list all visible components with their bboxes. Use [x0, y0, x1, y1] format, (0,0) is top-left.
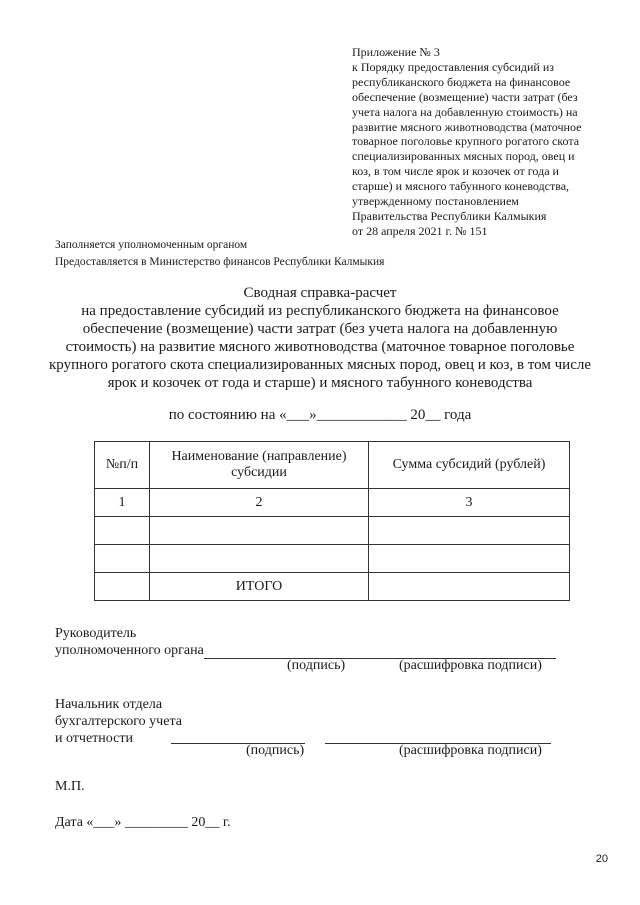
title-line: ярок и козочек от года и старше) и мясного табунного коневодства [107, 375, 533, 391]
total-amount-cell[interactable] [369, 573, 570, 601]
column-number-cell: 1 [95, 489, 150, 517]
appendix-line: республиканского бюджета на финансовое [352, 74, 571, 89]
appendix-line: к Порядку предоставления субсидий из [352, 59, 554, 74]
column-number-cell: 2 [150, 489, 369, 517]
filled-by-note: Заполняется уполномоченным органом [55, 239, 248, 251]
header-number: №п/п [95, 442, 150, 489]
table-row [95, 517, 570, 545]
title-line: крупного рогатого скота специализированных мясных пород, овец и коз, в том числе [49, 357, 591, 373]
appendix-line: утвержденному постановлением [352, 194, 519, 209]
column-number-cell: 3 [369, 489, 570, 517]
head-title-line1: Руководитель [55, 626, 137, 641]
head-title-label: уполномоченного органа [55, 643, 204, 658]
appendix-line: от 28 апреля 2021 г. № 151 [352, 223, 488, 238]
total-label: ИТОГО [150, 573, 369, 601]
stamp-place-label: М.П. [55, 779, 85, 794]
appendix-line: учета налога на добавленную стоимость) на [352, 104, 578, 119]
table-cell[interactable] [369, 545, 570, 573]
head-signature-caption: (подпись) [287, 658, 346, 673]
appendix-line: товарное поголовье крупного рогатого скота [352, 134, 580, 149]
accountant-title-line2: бухгалтерского учета [55, 714, 182, 729]
table-cell[interactable] [150, 545, 369, 573]
accountant-signature-field[interactable] [171, 727, 305, 744]
head-decoding-caption: (расшифровка подписи) [399, 658, 542, 673]
appendix-block [352, 45, 612, 239]
accountant-decoding-caption: (расшифровка подписи) [399, 743, 542, 758]
table-cell[interactable] [369, 517, 570, 545]
as-of-date-line: по состоянию на «___»____________ 20__ года [168, 407, 472, 423]
page-number: 20 [595, 853, 608, 865]
table-cell[interactable] [95, 573, 150, 601]
document-title [40, 284, 600, 392]
appendix-line: Приложение № 3 [352, 45, 440, 59]
table-header-row [95, 442, 570, 489]
accountant-title-line1: Начальник отдела [55, 697, 163, 712]
submitted-to-note: Предоставляется в Министерство финансов Республики Калмыкия [55, 256, 385, 268]
appendix-line: обеспечение (возмещение) части затрат (без [352, 89, 578, 104]
head-signature-line[interactable] [204, 642, 556, 659]
accountant-signature-caption: (подпись) [246, 743, 305, 758]
table-cell[interactable] [95, 545, 150, 573]
appendix-line: старше) и мясного табунного коневодства, [352, 179, 570, 194]
table-row [95, 489, 570, 517]
date-line: Дата «___» _________ 20__ г. [55, 815, 231, 830]
accountant-title-line3: и отчетности [55, 731, 133, 746]
head-title-line2 [55, 642, 556, 659]
appendix-line: коз, в том числе ярок и козочек от года и [352, 164, 559, 179]
subsidy-table [94, 441, 570, 601]
table-cell[interactable] [150, 517, 369, 545]
table-row [95, 545, 570, 573]
appendix-line: специализированных мясных пород, овец и [352, 149, 575, 164]
table-cell[interactable] [95, 517, 150, 545]
table-total-row [95, 573, 570, 601]
header-subsidy-name: Наименование (направление) субсидии [150, 442, 369, 489]
appendix-line: Правительства Республики Калмыкия [352, 208, 547, 223]
title-line: на предоставление субсидий из республиканского бюджета на финансовое [81, 303, 559, 319]
accountant-decoding-field[interactable] [325, 727, 551, 744]
header-subsidy-amount: Сумма субсидий (рублей) [369, 442, 570, 489]
appendix-line: развитие мясного животноводства (маточное [352, 119, 582, 134]
title-line: обеспечение (возмещение) части затрат (без учета налога на добавленную [82, 321, 558, 337]
title-line: стоимость) на развитие мясного животноводства (маточное товарное поголовье [65, 339, 575, 355]
title-heading: Сводная справка-расчет [243, 285, 397, 301]
